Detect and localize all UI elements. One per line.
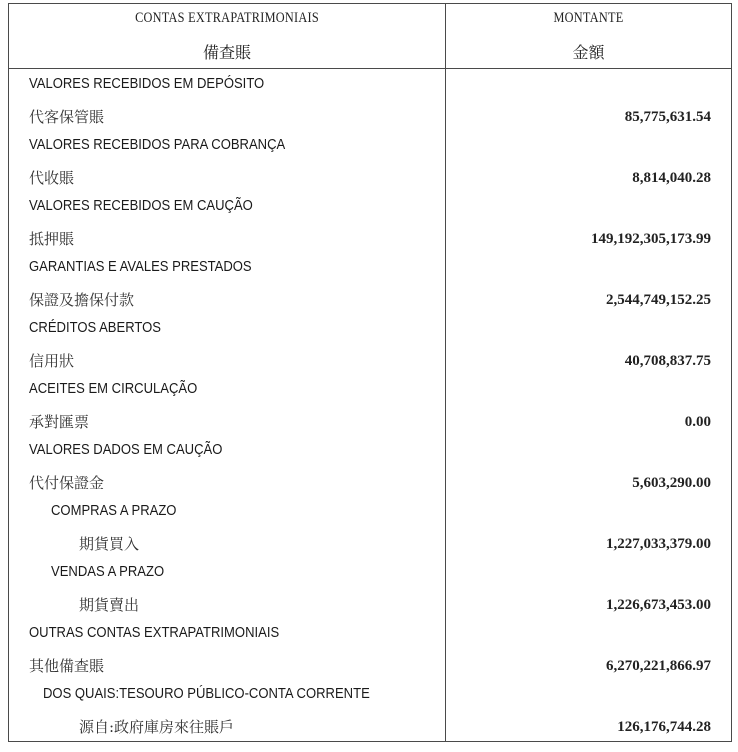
table-row-zh (9, 466, 731, 497)
header-account-label-zh: 備查賬 (202, 45, 251, 62)
account-name-pt: VENDAS A PRAZO (51, 564, 165, 580)
account-name-pt: CRÉDITOS ABERTOS (29, 320, 162, 336)
amount-value: 1,227,033,379.00 (606, 535, 711, 552)
table-row-pt (9, 191, 731, 222)
table-body (9, 69, 731, 740)
table-row-pt (9, 69, 731, 100)
table-row-pt (9, 130, 731, 161)
amount-value: 40,708,837.75 (624, 352, 711, 369)
amount-value: 126,176,744.28 (617, 718, 711, 735)
table-row-zh (9, 405, 731, 436)
account-name-zh: 抵押賬 (29, 229, 75, 248)
table-header (9, 4, 731, 69)
table-row-pt (9, 313, 731, 344)
account-name-pt: VALORES RECEBIDOS EM CAUÇÃO (29, 198, 253, 214)
amount-value: 2,544,749,152.25 (606, 291, 711, 308)
account-name-pt: VALORES DADOS EM CAUÇÃO (29, 442, 223, 458)
account-name-pt: OUTRAS CONTAS EXTRAPATRIMONIAIS (29, 625, 280, 641)
account-name-zh: 其他備查賬 (29, 656, 105, 675)
table-row-pt (9, 618, 731, 649)
account-name-pt: VALORES RECEBIDOS EM DEPÓSITO (29, 76, 265, 92)
header-amount-column (446, 4, 731, 68)
account-name-pt: VALORES RECEBIDOS PARA COBRANÇA (29, 137, 286, 153)
account-name-zh: 源自:政府庫房來往賬戶 (79, 717, 235, 736)
header-amount-label-zh: 金額 (572, 45, 605, 62)
account-name-zh: 期貨賣出 (79, 595, 140, 614)
amount-value: 149,192,305,173.99 (591, 230, 711, 247)
account-name-zh: 信用狀 (29, 351, 75, 370)
amount-value: 1,226,673,453.00 (606, 596, 711, 613)
amount-value: 6,270,221,866.97 (606, 657, 711, 674)
table-row-pt (9, 252, 731, 283)
table-row-pt (9, 435, 731, 466)
table-row-zh (9, 100, 731, 131)
account-name-pt: GARANTIAS E AVALES PRESTADOS (29, 259, 252, 275)
off-balance-sheet-table (8, 3, 732, 742)
header-account-column (9, 4, 445, 68)
table-row-pt (9, 679, 731, 710)
account-name-zh: 代收賬 (29, 168, 75, 187)
amount-value: 0.00 (684, 413, 711, 430)
account-name-zh: 期貨買入 (79, 534, 140, 553)
table-row-zh (9, 527, 731, 558)
account-name-zh: 代付保證金 (29, 473, 105, 492)
table-row-pt (9, 496, 731, 527)
amount-value: 8,814,040.28 (632, 169, 711, 186)
header-amount-label-pt: MONTANTE (553, 10, 624, 26)
table-row-zh (9, 344, 731, 375)
account-name-zh: 代客保管賬 (29, 107, 105, 126)
account-name-pt: ACEITES EM CIRCULAÇÃO (29, 381, 198, 397)
amount-value: 5,603,290.00 (632, 474, 711, 491)
amount-value: 85,775,631.54 (624, 108, 711, 125)
account-name-pt: DOS QUAIS:TESOURO PÚBLICO-CONTA CORRENTE (43, 686, 370, 702)
account-name-zh: 承對匯票 (29, 412, 90, 431)
table-row-zh (9, 588, 731, 619)
table-row-zh (9, 222, 731, 253)
table-row-zh (9, 710, 731, 741)
account-name-zh: 保證及擔保付款 (29, 290, 135, 309)
header-account-label-pt: CONTAS EXTRAPATRIMONIAIS (135, 10, 319, 26)
table-row-zh (9, 161, 731, 192)
table-row-zh (9, 283, 731, 314)
table-row-zh (9, 649, 731, 680)
account-name-pt: COMPRAS A PRAZO (51, 503, 177, 519)
table-row-pt (9, 557, 731, 588)
table-row-pt (9, 374, 731, 405)
